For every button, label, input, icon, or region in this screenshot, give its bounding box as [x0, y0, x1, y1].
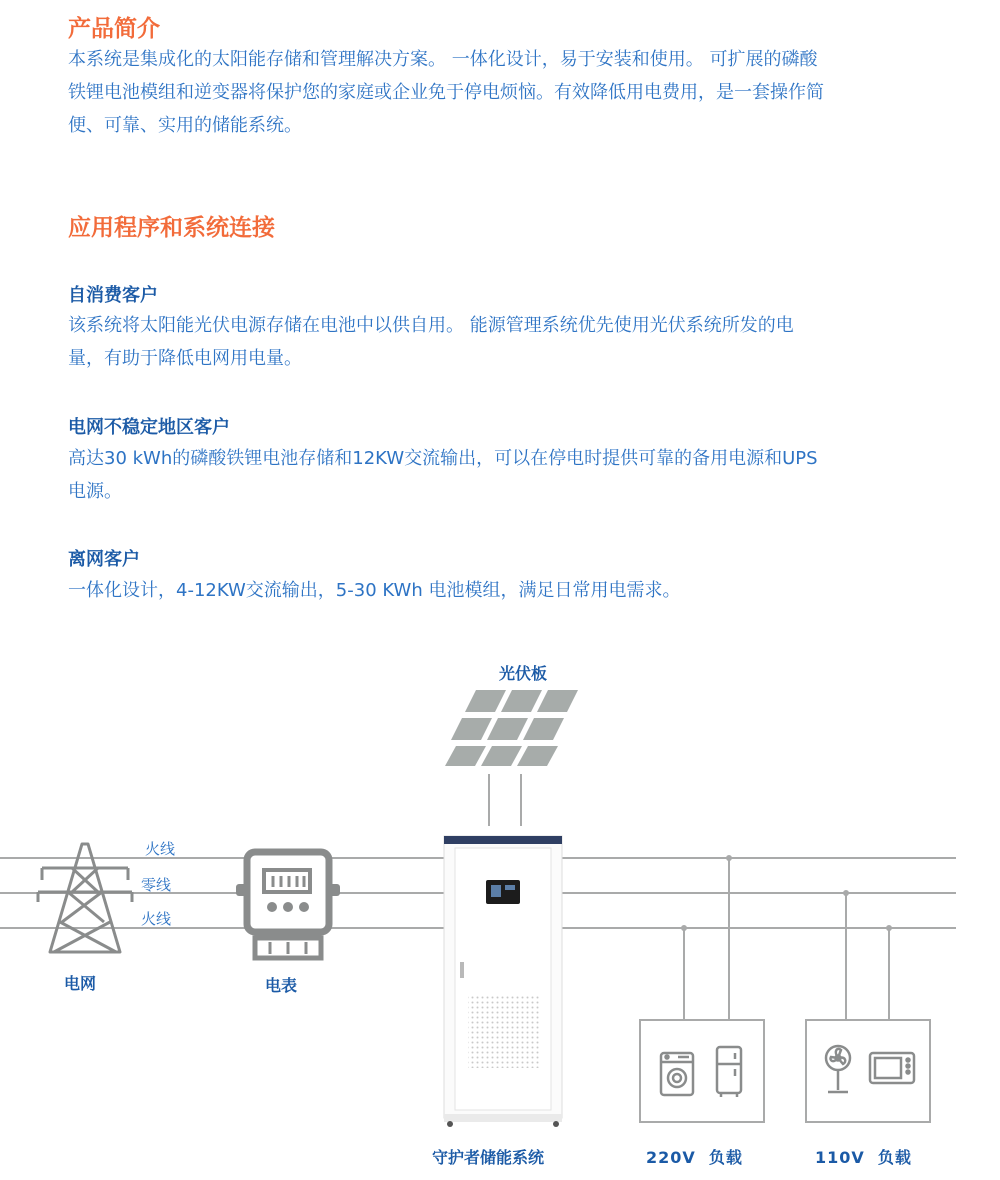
section-line: 一体化设计，4-12KW交流输出，5-30 KWh 电池模组，满足日常用电需求。 — [68, 580, 681, 601]
section-line: 高达30 kWh的磷酸铁锂电池存储和12KW交流输出，可以在停电时提供可靠的备用电源和UPS — [68, 448, 818, 469]
section-line: 该系统将太阳能光伏电源存储在电池中以供自用。 能源管理系统优先使用光伏系统所发的电 — [68, 315, 794, 336]
load-box-110v — [806, 1020, 930, 1122]
intro-title: 产品简介 — [68, 16, 160, 42]
live-wire-label-2: 火线 — [141, 910, 172, 928]
meter-label: 电表 — [265, 976, 298, 995]
electric-meter-icon — [236, 852, 340, 958]
live-wire-label: 火线 — [145, 840, 176, 858]
intro-line: 铁锂电池模组和逆变器将保护您的家庭或企业免于停电烦恼。有效降低用电费用，是一套操作简 — [68, 82, 824, 103]
pv-panel-label: 光伏板 — [499, 664, 548, 683]
apps-title: 应用程序和系统连接 — [68, 215, 275, 241]
storage-system-label: 守护者储能系统 — [432, 1148, 545, 1167]
intro-line: 便、可靠、实用的储能系统。 — [68, 115, 302, 136]
section-text-off-grid — [68, 574, 680, 607]
energy-storage-cabinet — [444, 836, 562, 1127]
intro-paragraph — [68, 43, 824, 142]
section-text-unstable-grid — [68, 442, 818, 508]
load-110v-label: 110V 负载 — [815, 1148, 912, 1167]
load-box-220v — [640, 1020, 764, 1122]
section-title-unstable-grid: 电网不稳定地区客户 — [68, 417, 230, 438]
section-title-off-grid: 离网客户 — [68, 549, 140, 570]
section-text-self-consumption — [68, 309, 794, 375]
neutral-wire-label: 零线 — [141, 876, 172, 894]
intro-line: 本系统是集成化的太阳能存储和管理解决方案。 一体化设计，易于安装和使用。 可扩展的磷酸 — [68, 49, 818, 70]
section-line: 量，有助于降低电网用电量。 — [68, 348, 302, 369]
section-line: 电源。 — [68, 481, 122, 502]
grid-label: 电网 — [64, 974, 97, 993]
transmission-tower-icon — [38, 844, 132, 952]
section-title-self-consumption: 自消费客户 — [68, 285, 158, 306]
load-220v-label: 220V 负载 — [646, 1148, 743, 1167]
solar-panel-icon — [445, 690, 578, 826]
